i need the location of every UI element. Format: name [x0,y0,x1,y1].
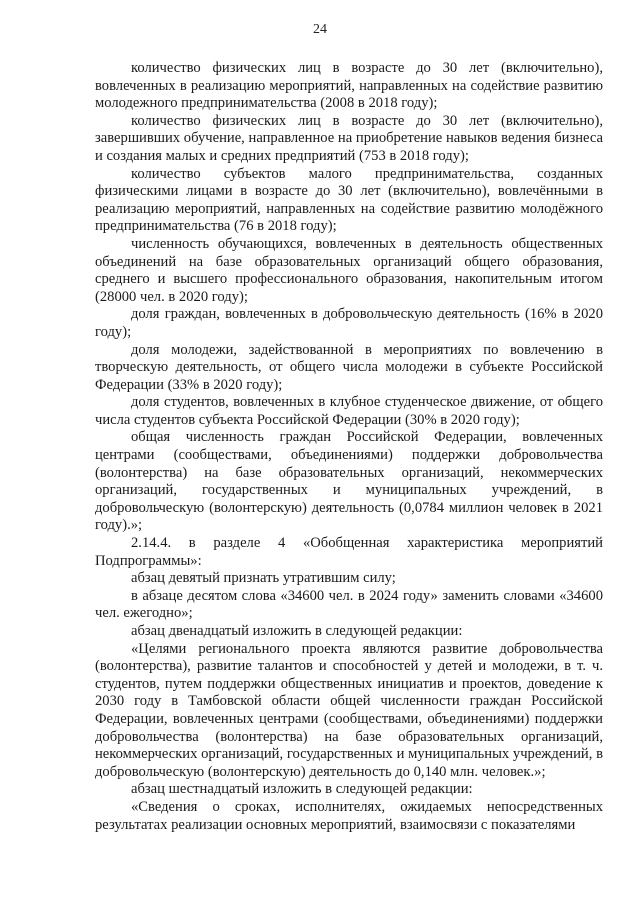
paragraph: численность обучающихся, вовлеченных в деятельность общественных объединений на базе образовательных организаций общего образования, среднего и высшего профессионального образования, накопительным итогом (28000 чел. в 2020 году); [95,235,603,305]
paragraph: количество субъектов малого предпринимательства, созданных физическими лицами в возрасте до 30 лет (включительно), вовлечёнными в реализацию мероприятий, направленных на содействие развитию молодёжного предпринимательства (76 в 2018 году); [95,165,603,235]
paragraph: в абзаце десятом слова «34600 чел. в 2024 году» заменить словами «34600 чел. ежегодно»; [95,587,603,622]
paragraph: доля граждан, вовлеченных в добровольческую деятельность (16% в 2020 году); [95,306,603,340]
paragraph: количество физических лиц в возрасте до 30 лет (включительно), вовлеченных в реализацию мероприятий, направленных на содействие развитию молодежного предпринимательства (2008 в 2018 году); [95,60,603,112]
paragraph: «Сведения о сроках, исполнителях, ожидаемых непосредственных результатах реализации основных мероприятий, взаимосвязи с показателями [95,798,603,833]
paragraph: абзац двенадцатый изложить в следующей редакции: [131,623,463,639]
paragraph: доля студентов, вовлеченных в клубное студенческое движение, от общего числа студентов субъекта Российской Федерации (30% в 2020 году); [95,394,603,428]
paragraph: количество физических лиц в возрасте до 30 лет (включительно), завершивших обучение, направленное на приобретение навыков ведения бизнеса и создания малых и средних предприятий (753 в 2018 году); [95,112,603,164]
paragraph: абзац девятый признать утратившим силу; [131,570,396,587]
paragraph: доля молодежи, задействованной в мероприятиях по вовлечению в творческую деятельность, от общего числа молодежи в субъекте Российской Федерации (33% в 2020 году); [95,341,603,393]
paragraph: общая численность граждан Российской Федерации, вовлеченных центрами (сообществами, объединениями) поддержки добровольчества (волонтерства) на базе образовательных организаций, некоммерческих организаций, государственных и муниципальных учреждений, в добровольческую (волонтерскую) деятельность (0,0784 миллион человек в 2021 году).»; [95,429,603,534]
paragraph: абзац шестнадцатый изложить в следующей редакции: [131,781,473,798]
body-text [95,60,603,834]
page-number: 24 [313,22,327,37]
paragraph: 2.14.4. в разделе 4 «Обобщенная характеристика мероприятий Подпрограммы»: [95,535,603,569]
paragraph: «Целями регионального проекта являются развитие добровольчества (волонтерства), развитие талантов и способностей у детей и молодежи, в т. ч. студентов, путем поддержки общественных инициатив и проектов, доведение к 2030 году в Тамбовской области общей численности граждан Российской Федерации, вовлеченных центрами (сообществами, объединениями) поддержки добровольчества (волонтерства) на базе образовательных организаций, некоммерческих организаций, государственных и муниципальных учреждений, в добровольческую (волонтерскую) деятельность до 0,140 млн. человек.»; [95,640,603,780]
